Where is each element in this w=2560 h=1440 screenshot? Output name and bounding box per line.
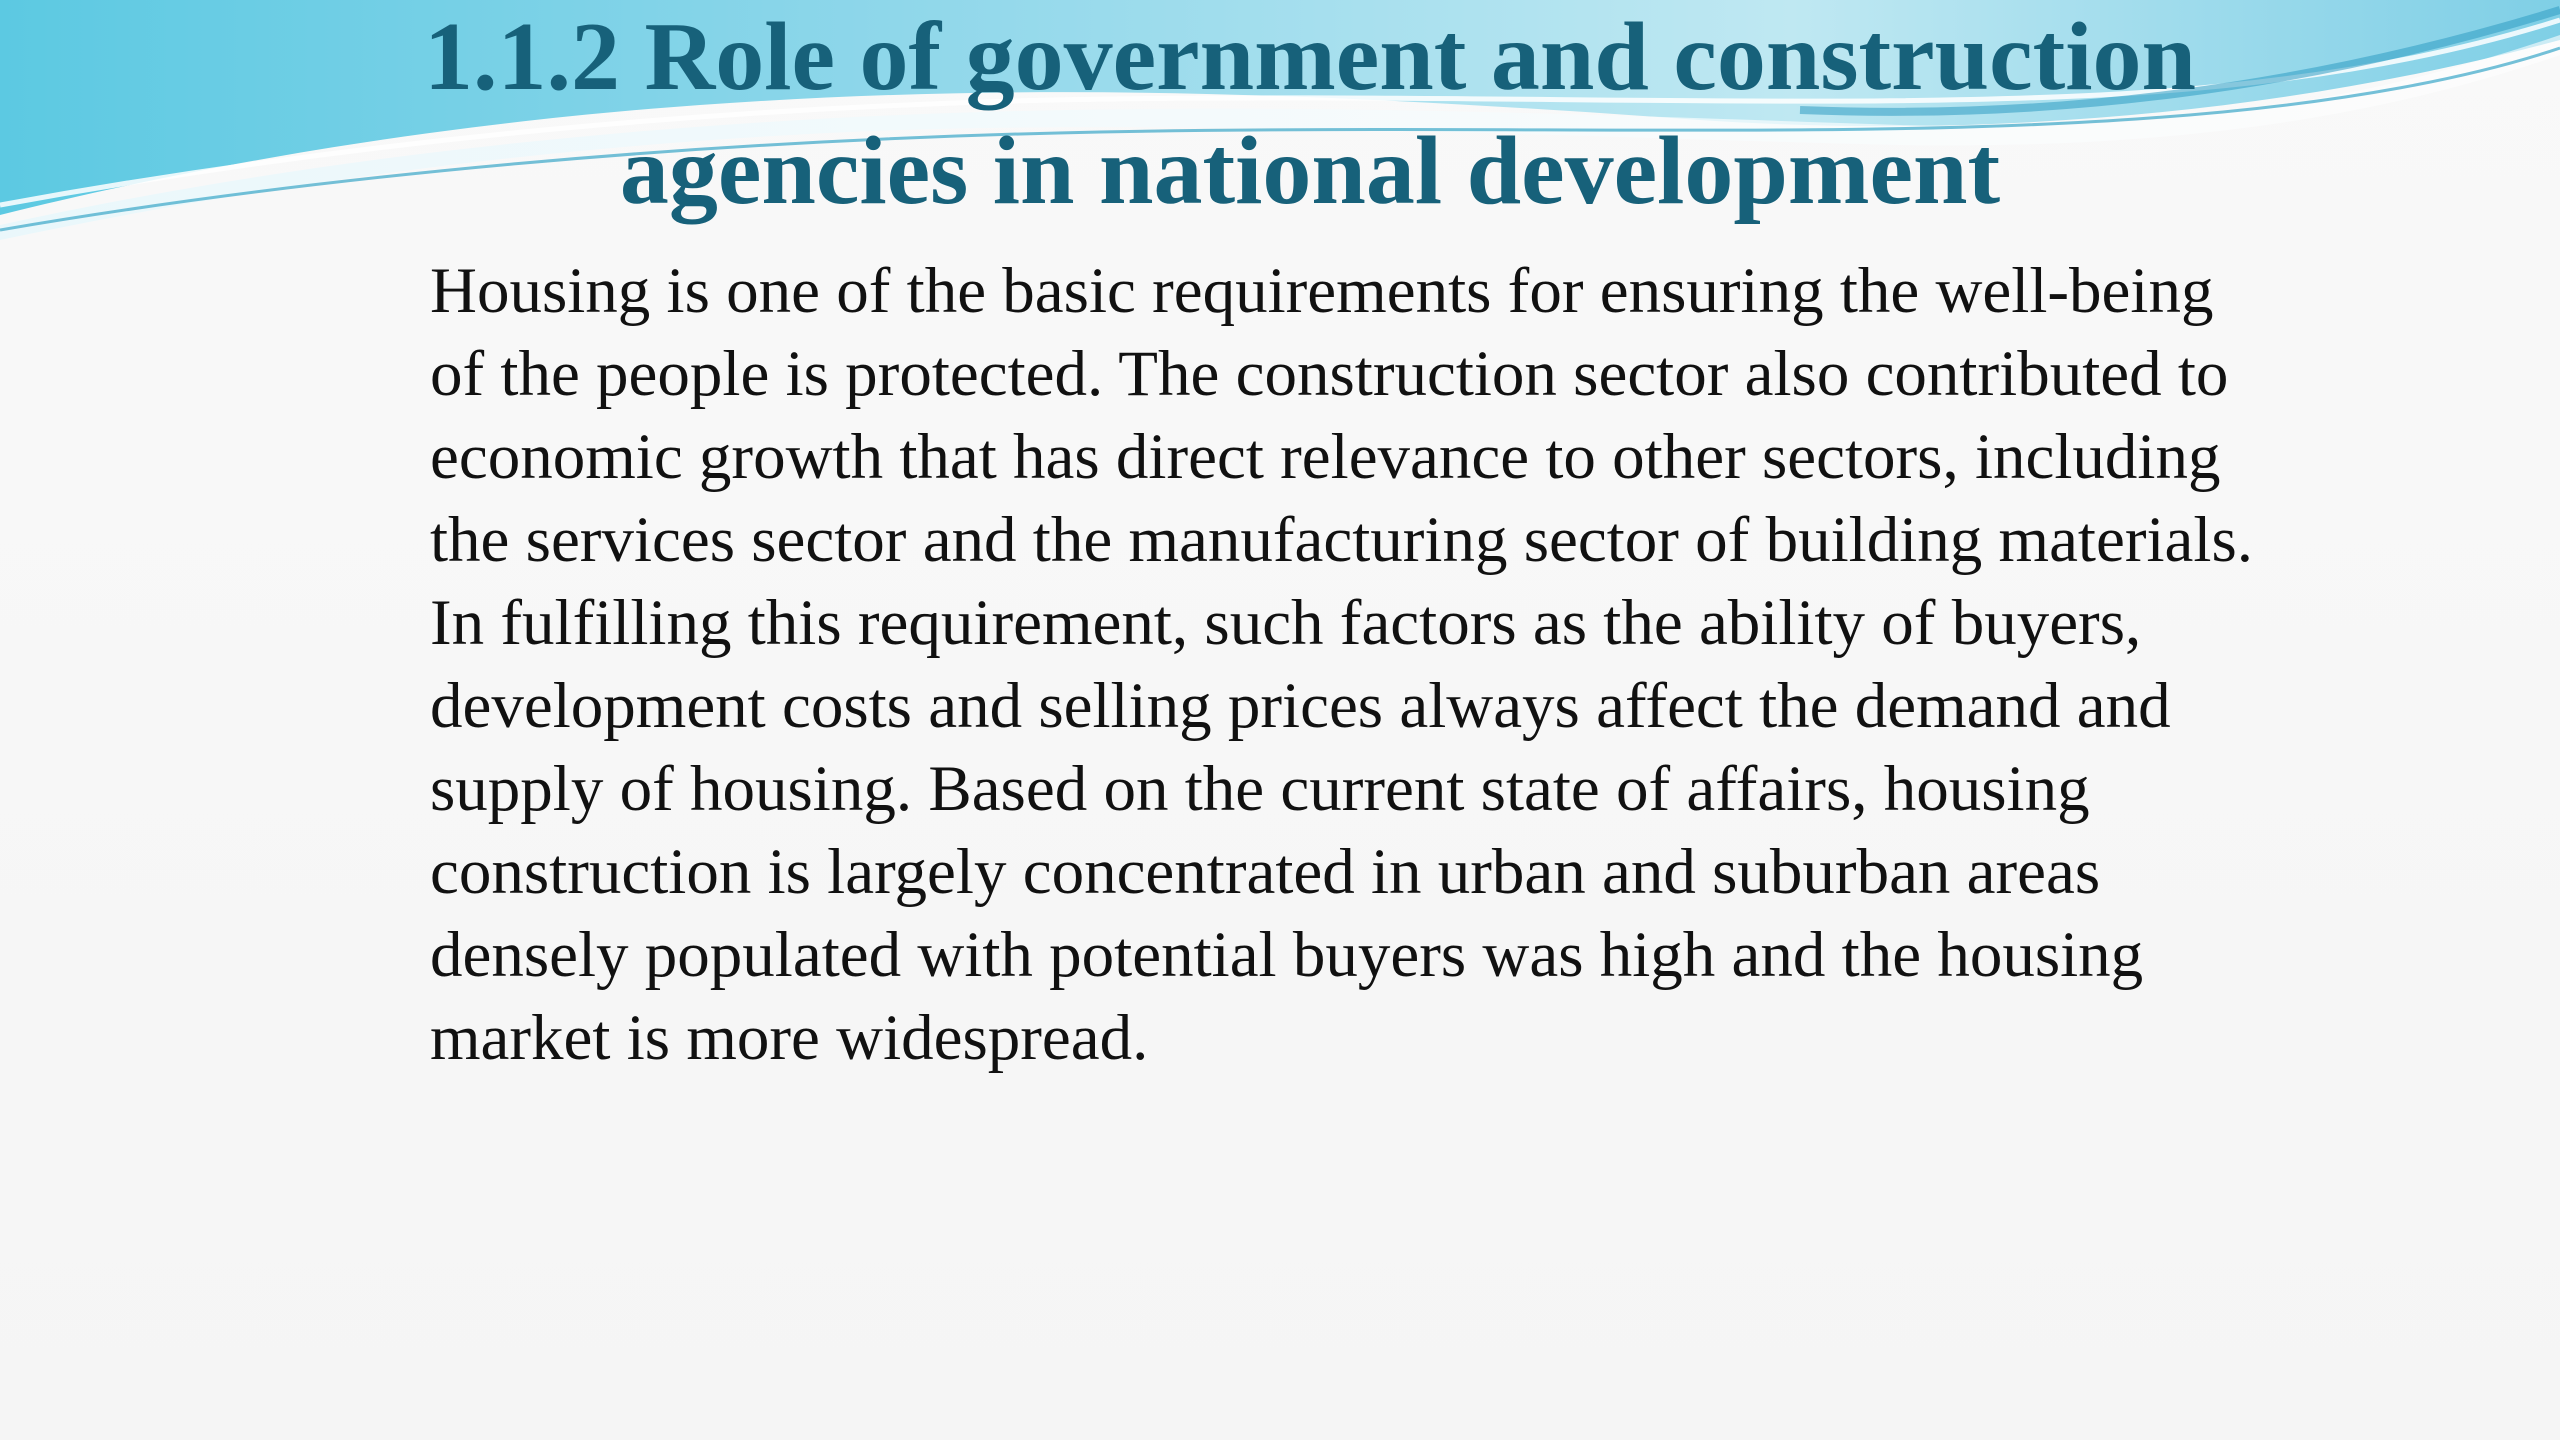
slide-title xyxy=(330,0,2290,228)
body-text-line: supply of housing. Based on the current state of affairs, housing xyxy=(430,753,2090,825)
body-text-line: economic growth that has direct relevance to other sectors, including xyxy=(430,421,2221,493)
body-text-line: densely populated with potential buyers was high and the housing xyxy=(430,919,2144,991)
body-text-line: development costs and selling prices always affect the demand and xyxy=(430,670,2171,742)
body-text-line: Housing is one of the basic requirements for ensuring the well-being xyxy=(430,255,2214,327)
slide-title-line: agencies in national development xyxy=(619,117,2001,225)
body-text-line: In fulfilling this requirement, such factors as the ability of buyers, xyxy=(430,587,2142,659)
body-text-line: construction is largely concentrated in urban and suburban areas xyxy=(430,836,2101,908)
body-text-line: of the people is protected. The construction sector also contributed to xyxy=(430,338,2229,410)
body-text-line: market is more widespread. xyxy=(430,1002,1149,1074)
body-text-line: the services sector and the manufacturing sector of building materials. xyxy=(430,504,2253,576)
slide-body-text xyxy=(430,250,2430,1080)
slide-title-line: 1.1.2 Role of government and construction xyxy=(423,3,2197,111)
